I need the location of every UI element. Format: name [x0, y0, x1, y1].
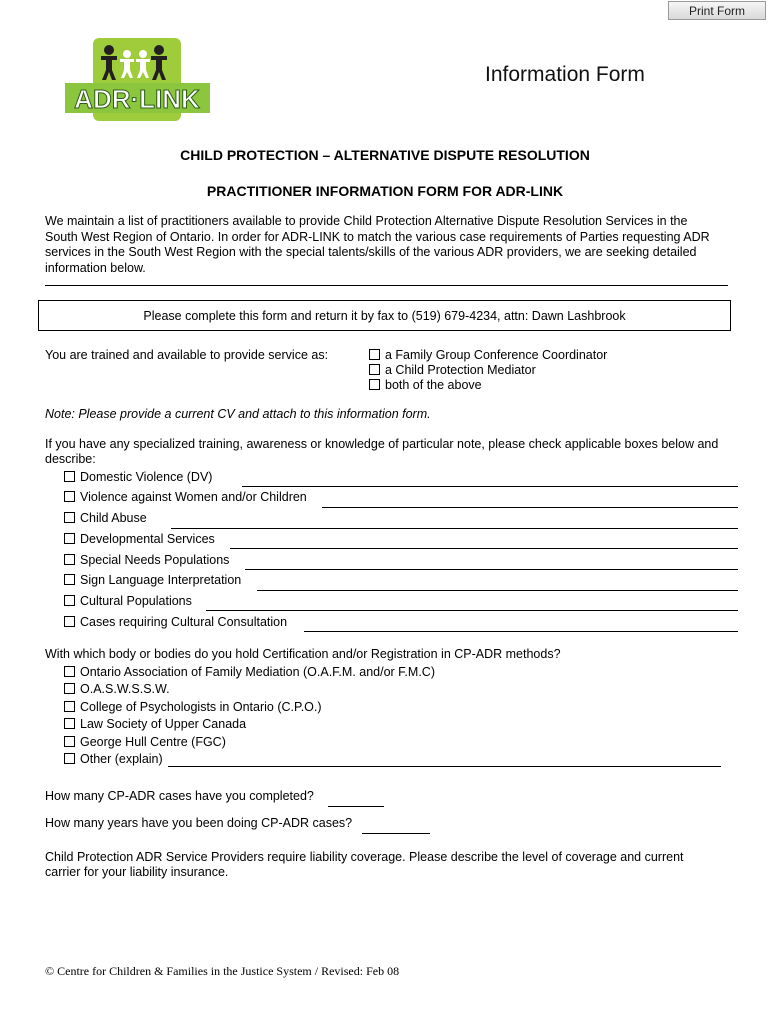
- item-label: Developmental Services: [80, 532, 215, 546]
- question-line: carrier for your liability insurance.: [45, 865, 229, 879]
- answer-line[interactable]: [304, 631, 738, 632]
- certification-question: With which body or bodies do you hold Certification and/or Registration in CP-ADR methods?: [45, 647, 561, 661]
- certification-item[interactable]: [64, 735, 226, 749]
- checkbox[interactable]: [369, 349, 380, 360]
- divider: [45, 285, 728, 286]
- answer-line[interactable]: [230, 548, 738, 549]
- checkbox[interactable]: [64, 554, 75, 565]
- training-item[interactable]: [64, 470, 212, 484]
- training-item[interactable]: [64, 594, 192, 608]
- liability-question: [45, 850, 735, 880]
- checkbox[interactable]: [64, 533, 75, 544]
- option-label: a Family Group Conference Coordinator: [385, 348, 608, 362]
- item-label: Cultural Populations: [80, 594, 192, 608]
- training-question: [45, 437, 735, 467]
- years-question: How many years have you been doing CP-ADR cases?: [45, 816, 353, 830]
- training-item[interactable]: [64, 553, 229, 567]
- form-title: CHILD PROTECTION – ALTERNATIVE DISPUTE RESOLUTION: [180, 147, 590, 163]
- answer-line[interactable]: [206, 610, 738, 611]
- training-item[interactable]: [64, 532, 215, 546]
- item-label: Cases requiring Cultural Consultation: [80, 615, 288, 629]
- intro-paragraph: [45, 214, 735, 276]
- item-label: Law Society of Upper Canada: [80, 717, 247, 731]
- checkbox[interactable]: [64, 736, 75, 747]
- item-label: George Hull Centre (FGC): [80, 735, 226, 749]
- checkbox[interactable]: [64, 683, 75, 694]
- item-label: O.A.S.W.S.S.W.: [80, 682, 170, 696]
- item-label: College of Psychologists in Ontario (C.P.O.): [80, 700, 322, 714]
- print-form-button[interactable]: Print Form: [668, 1, 766, 20]
- adr-link-logo: [65, 38, 210, 121]
- intro-line: South West Region of Ontario. In order for ADR-LINK to match the various case requirements of Parties requesting ADR: [45, 229, 710, 244]
- checkbox[interactable]: [64, 753, 75, 764]
- service-option[interactable]: [369, 363, 607, 378]
- checkbox[interactable]: [64, 574, 75, 585]
- training-item[interactable]: [64, 573, 241, 587]
- item-label: Sign Language Interpretation: [80, 573, 242, 587]
- checkbox[interactable]: [64, 718, 75, 729]
- cases-completed-question: How many CP-ADR cases have you completed?: [45, 789, 314, 803]
- checkbox[interactable]: [64, 595, 75, 606]
- service-question: You are trained and available to provide service as:: [45, 348, 329, 362]
- checkbox[interactable]: [64, 701, 75, 712]
- certification-item[interactable]: [64, 717, 246, 731]
- fax-notice: Please complete this form and return it by fax to (519) 679-4234, attn: Dawn Lashbrook: [38, 300, 731, 331]
- item-label: Domestic Violence (DV): [80, 470, 213, 484]
- answer-line[interactable]: [171, 528, 738, 529]
- item-label: Ontario Association of Family Mediation (O.A.F.M. and/or F.M.C): [80, 665, 435, 679]
- option-label: a Child Protection Mediator: [385, 363, 536, 377]
- service-options: [369, 348, 607, 393]
- years-field[interactable]: [362, 833, 430, 834]
- document-heading: Information Form: [485, 63, 645, 86]
- checkbox[interactable]: [64, 491, 75, 502]
- question-line: describe:: [45, 452, 96, 466]
- footer-text: © Centre for Children & Families in the Justice System / Revised: Feb 08: [45, 964, 400, 978]
- certification-item[interactable]: [64, 752, 163, 766]
- checkbox[interactable]: [64, 512, 75, 523]
- service-option[interactable]: [369, 348, 607, 363]
- form-subtitle: PRACTITIONER INFORMATION FORM FOR ADR-LINK: [206, 183, 564, 199]
- checkbox[interactable]: [64, 666, 75, 677]
- item-label: Special Needs Populations: [80, 553, 230, 567]
- checkbox[interactable]: [369, 379, 380, 390]
- item-label: Violence against Women and/or Children: [80, 490, 307, 504]
- item-label: Child Abuse: [80, 511, 147, 525]
- intro-line: information below.: [45, 260, 146, 275]
- training-item[interactable]: [64, 615, 287, 629]
- answer-line[interactable]: [245, 569, 738, 570]
- question-line: Child Protection ADR Service Providers require liability coverage. Please describe the level of coverage and current: [45, 850, 684, 864]
- certification-item[interactable]: [64, 700, 322, 714]
- training-item[interactable]: [64, 511, 147, 525]
- other-explain-line[interactable]: [168, 766, 721, 767]
- logo-wordmark: ADR·LINK: [74, 84, 200, 114]
- training-item[interactable]: [64, 490, 307, 504]
- cv-note: Note: Please provide a current CV and attach to this information form.: [45, 407, 431, 421]
- item-label: Other (explain): [80, 752, 163, 766]
- checkbox[interactable]: [64, 616, 75, 627]
- answer-line[interactable]: [322, 507, 738, 508]
- answer-line[interactable]: [242, 486, 738, 487]
- service-option[interactable]: [369, 378, 607, 393]
- cases-completed-field[interactable]: [328, 806, 384, 807]
- checkbox[interactable]: [64, 471, 75, 482]
- checkbox[interactable]: [369, 364, 380, 375]
- intro-line: services in the South West Region with the special talents/skills of the various ADR providers, we are seeking detailed: [45, 245, 697, 259]
- intro-line: We maintain a list of practitioners available to provide Child Protection Alternative Dispute Resolution Services in the: [45, 214, 688, 228]
- answer-line[interactable]: [257, 590, 738, 591]
- certification-item[interactable]: [64, 665, 435, 679]
- option-label: both of the above: [385, 378, 482, 392]
- certification-item[interactable]: [64, 682, 170, 696]
- question-line: If you have any specialized training, awareness or knowledge of particular note, please check applicable boxes below and: [45, 437, 719, 451]
